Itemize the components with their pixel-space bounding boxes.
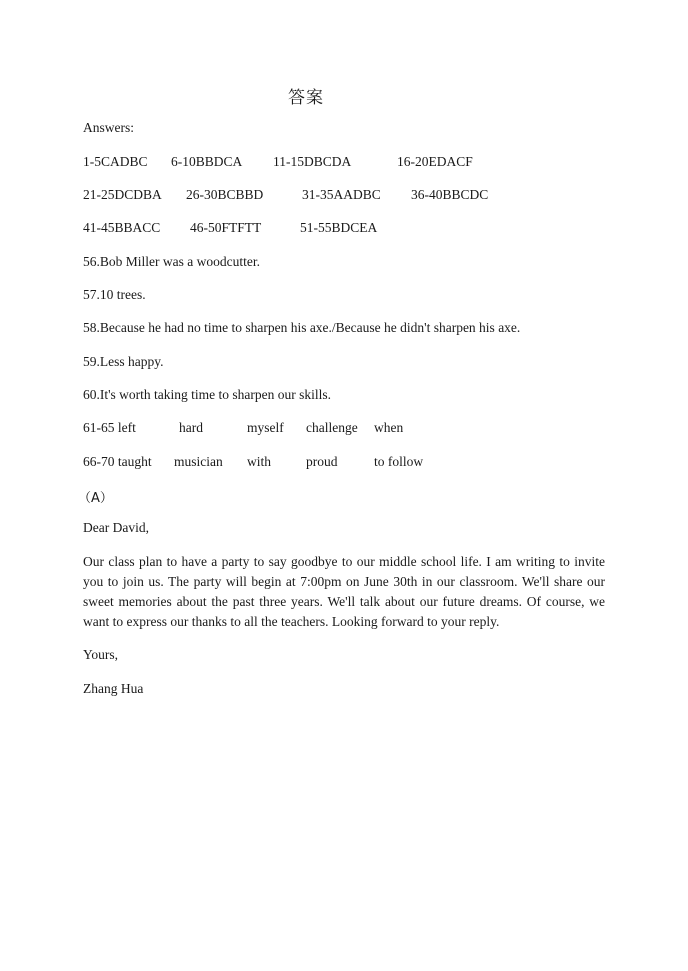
letter-body: Our class plan to have a party to say goodbye to our middle school life. I am writing to invite you to join us. The party will begin at 7:00pm on June 30th in our classroom. We'll share our sweet memories about the past three years. We'll talk about our future dreams. Of course, we want to express our thanks to all the teachers. Looking forward to your reply. [83, 554, 605, 629]
short-answer-58: 58.Because he had no time to sharpen his axe./Because he didn't sharpen his axe. [83, 320, 521, 335]
word-answer: musician [174, 454, 223, 469]
letter-closing: Yours, [83, 647, 119, 662]
short-answer-56: 56.Bob Miller was a woodcutter. [83, 254, 260, 269]
choice-group: 51-55BDCEA [300, 220, 378, 235]
letter-salutation: Dear David, [83, 520, 149, 535]
word-answer: when [374, 420, 404, 435]
choice-group: 1-5CADBC [83, 154, 148, 169]
answers-label: Answers: [83, 120, 134, 135]
word-answer: myself [247, 420, 284, 435]
word-answer: 66-70 taught [83, 454, 152, 469]
page-title: 答案 [288, 88, 324, 108]
choice-group: 31-35AADBC [302, 187, 381, 202]
short-answer-57: 57.10 trees. [83, 287, 146, 302]
word-answer: challenge [306, 420, 358, 435]
choice-group: 16-20EDACF [397, 154, 473, 169]
choice-group: 36-40BBCDC [411, 187, 489, 202]
choice-group: 26-30BCBBD [186, 187, 264, 202]
choice-group: 11-15DBCDA [273, 154, 352, 169]
section-label: （A） [78, 491, 113, 506]
word-answer: 61-65 left [83, 420, 136, 435]
letter-signature: Zhang Hua [83, 681, 144, 696]
word-answer: to follow [374, 454, 424, 469]
choice-group: 41-45BBACC [83, 220, 161, 235]
choice-group: 21-25DCDBA [83, 187, 162, 202]
word-answer: with [247, 454, 272, 469]
short-answer-60: 60.It's worth taking time to sharpen our skills. [83, 387, 332, 402]
word-answer: hard [179, 420, 203, 435]
short-answer-59: 59.Less happy. [83, 354, 164, 369]
choice-group: 46-50FTFTT [190, 220, 262, 235]
choice-group: 6-10BBDCA [171, 154, 243, 169]
word-answer: proud [306, 454, 338, 469]
